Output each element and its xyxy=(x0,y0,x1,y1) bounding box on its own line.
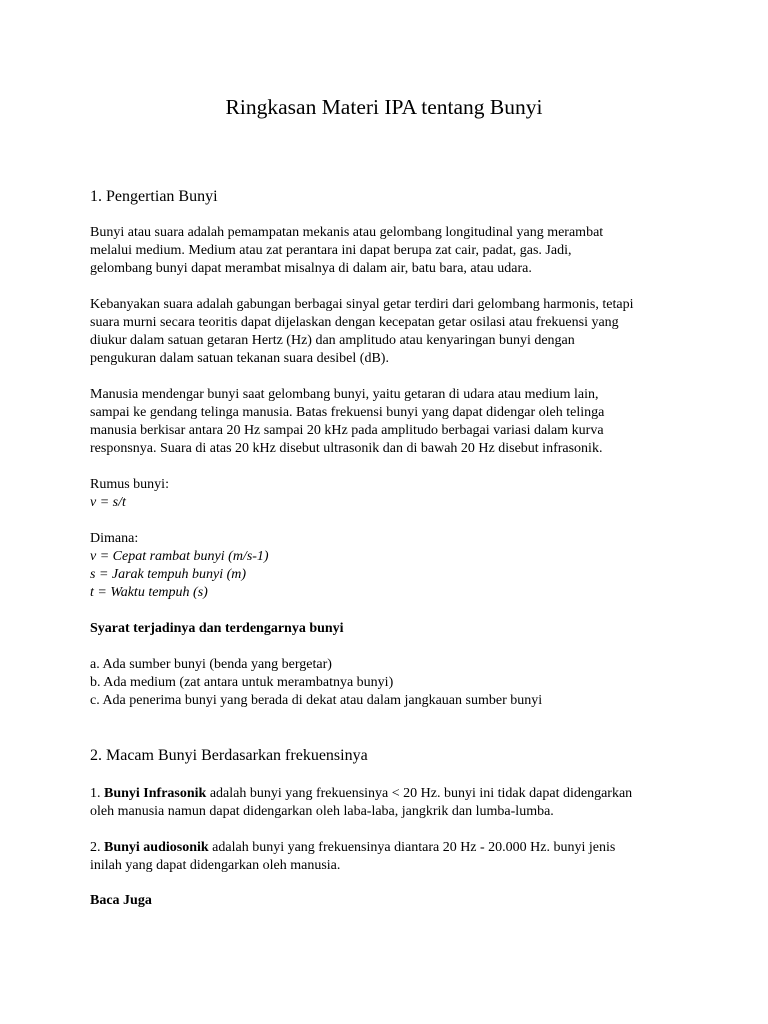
text-line: pengukuran dalam satuan tekanan suara desibel (dB). xyxy=(90,351,389,366)
list-item: b. Ada medium (zat antara untuk merambatnya bunyi) xyxy=(90,675,394,690)
item-text: adalah bunyi yang frekuensinya diantara 20 Hz - 20.000 Hz. bunyi jenis xyxy=(208,840,616,855)
item-infrasonik xyxy=(90,785,690,821)
term-infrasonik: Bunyi Infrasonik xyxy=(104,786,207,801)
text-line: Bunyi atau suara adalah pemampatan mekanis atau gelombang longitudinal yang merambat xyxy=(90,225,604,240)
text-line xyxy=(90,785,690,803)
item-number: 2. xyxy=(90,840,104,855)
item-text: adalah bunyi yang frekuensinya < 20 Hz. bunyi ini tidak dapat didengarkan xyxy=(206,786,633,801)
text-line: suara murni secara teoritis dapat dijelaskan dengan kecepatan getar osilasi atau frekuensi yang xyxy=(90,315,619,330)
page-title: Ringkasan Materi IPA tentang Bunyi xyxy=(225,95,543,119)
paragraph-definition xyxy=(90,224,690,278)
text-line: sampai ke gendang telinga manusia. Batas frekuensi bunyi yang dapat didengar oleh telinga xyxy=(90,405,605,420)
item-number: 1. xyxy=(90,786,104,801)
formula-block xyxy=(90,476,690,512)
variable-item: s = Jarak tempuh bunyi (m) xyxy=(90,567,247,582)
list-item: a. Ada sumber bunyi (benda yang bergetar) xyxy=(90,657,332,672)
variable-item: t = Waktu tempuh (s) xyxy=(90,585,208,600)
text-line: Manusia mendengar bunyi saat gelombang bunyi, yaitu getaran di udara atau medium lain, xyxy=(90,387,599,402)
paragraph-hearing xyxy=(90,386,690,458)
baca-juga-label: Baca Juga xyxy=(90,893,152,908)
list-item: c. Ada penerima bunyi yang berada di dekat atau dalam jangkauan sumber bunyi xyxy=(90,693,543,708)
formula-label: Rumus bunyi: xyxy=(90,477,169,492)
variables-label: Dimana: xyxy=(90,531,139,546)
paragraph-harmonics xyxy=(90,296,690,368)
section-2-heading: 2. Macam Bunyi Berdasarkan frekuensinya xyxy=(90,747,368,764)
section-1-heading: 1. Pengertian Bunyi xyxy=(90,188,218,205)
formula: v = s/t xyxy=(90,495,126,510)
text-line: melalui medium. Medium atau zat perantara ini dapat berupa zat cair, padat, gas. Jadi, xyxy=(90,243,572,258)
text-line: oleh manusia namun dapat didengarkan oleh laba-laba, jangkrik dan lumba-lumba. xyxy=(90,804,554,819)
requirements-list xyxy=(90,656,690,710)
item-audiosonik xyxy=(90,839,690,875)
variables-block xyxy=(90,530,690,602)
variable-item: v = Cepat rambat bunyi (m/s-1) xyxy=(90,549,269,564)
text-line: gelombang bunyi dapat merambat misalnya di dalam air, batu bara, atau udara. xyxy=(90,261,532,276)
text-line: diukur dalam satuan getaran Hertz (Hz) dan amplitudo atau kenyaringan bunyi dengan xyxy=(90,333,575,348)
text-line xyxy=(90,839,690,857)
requirements-heading: Syarat terjadinya dan terdengarnya bunyi xyxy=(90,621,344,636)
text-line: responsnya. Suara di atas 20 kHz disebut ultrasonik dan di bawah 20 Hz disebut infrasonik. xyxy=(90,441,603,456)
text-line: Kebanyakan suara adalah gabungan berbagai sinyal getar terdiri dari gelombang harmonis, tetapi xyxy=(90,297,634,312)
term-audiosonik: Bunyi audiosonik xyxy=(104,840,209,855)
text-line: manusia berkisar antara 20 Hz sampai 20 kHz pada amplitudo berbagai variasi dalam kurva xyxy=(90,423,604,438)
text-line: inilah yang dapat didengarkan oleh manusia. xyxy=(90,858,341,873)
